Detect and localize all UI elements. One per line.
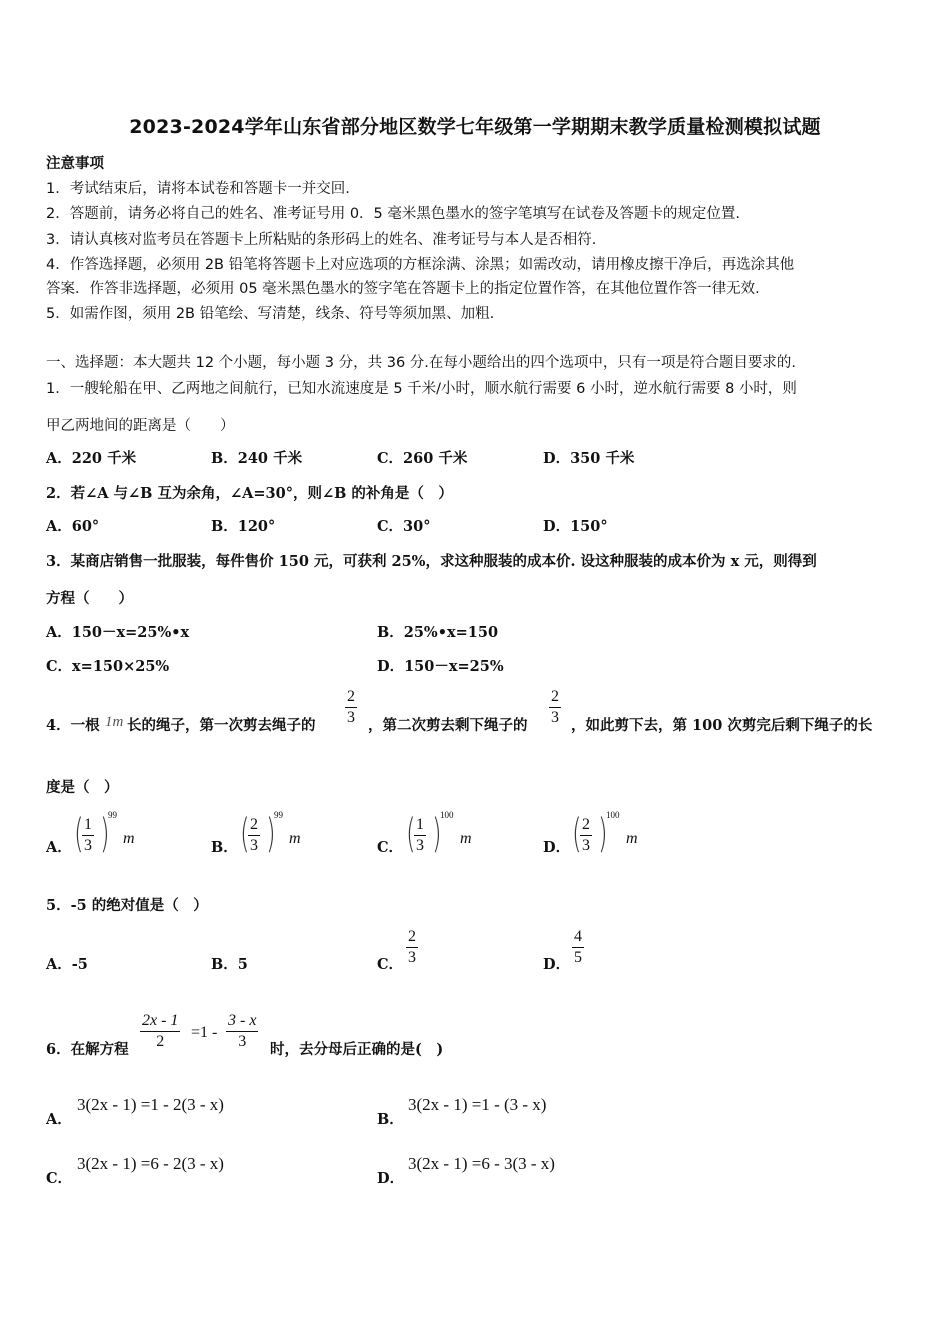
fraction-bar	[226, 1031, 258, 1032]
question-3-stem: 3．某商店销售一批服装，每件售价 150 元，可获利 25%，求这种服装的成本价. 设这种服装的成本价为 x 元，则得到	[46, 553, 817, 570]
q6-option-b-expression: 3(2x - 1) =1 - (3 - x)	[408, 1095, 547, 1114]
denominator: 3	[84, 837, 92, 854]
right-paren: )	[598, 811, 608, 857]
right-paren: )	[432, 811, 442, 857]
denominator: 2	[156, 1033, 165, 1050]
q3-option-a[interactable]: A．150－x=25%•x	[46, 624, 190, 641]
question-4-stem-cont: 度是（ ）	[46, 779, 119, 796]
numerator: 2	[250, 816, 258, 833]
note-item: 4．作答选择题，必须用 2B 铅笔将答题卡上对应选项的方框涂满、涂黑；如需改动，请用橡皮擦干净后，再选涂其他	[46, 257, 795, 273]
question-4-stem-start: 4．一根	[46, 717, 100, 734]
denominator: 3	[250, 837, 258, 854]
q5-option-b[interactable]: B．5	[211, 956, 248, 973]
q6-equation-left-fraction	[140, 1012, 180, 1051]
question-4-stem-end: ，如此剪下去，第 100 次剪完后剩下绳子的长	[571, 717, 873, 734]
q6-option-c-expression: 3(2x - 1) =6 - 2(3 - x)	[77, 1154, 224, 1173]
q3-option-d[interactable]: D．150－x=25%	[377, 658, 504, 675]
question-4-stem-mid: 长的绳子，第一次剪去绳子的	[127, 717, 316, 734]
q1-option-b[interactable]: B．240 千米	[211, 450, 303, 467]
q5-option-d-label: D．	[543, 956, 571, 973]
q6-option-d-label: D．	[377, 1170, 405, 1187]
q6-equation-middle: =1 -	[191, 1024, 218, 1041]
note-item: 答案．作答非选择题，必须用 05 毫米黑色墨水的签字笔在答题卡上的指定位置作答，在其他位置作答一律无效.	[46, 281, 760, 297]
q4-fraction-1	[345, 688, 357, 727]
denominator: 3	[408, 949, 416, 966]
q4-option-d-label: D．	[543, 839, 571, 856]
q3-option-b[interactable]: B．25%•x=150	[377, 624, 499, 641]
note-item: 5．如需作图，须用 2B 铅笔绘、写清楚，线条、符号等须加黑、加粗.	[46, 306, 495, 322]
q2-option-a[interactable]: A．60°	[46, 518, 100, 535]
q6-option-d-expression: 3(2x - 1) =6 - 3(3 - x)	[408, 1154, 555, 1173]
q1-option-c[interactable]: C．260 千米	[377, 450, 468, 467]
q4-c-fraction	[414, 816, 426, 855]
numerator: 4	[574, 928, 582, 945]
denominator: 3	[416, 837, 424, 854]
fraction-bar	[549, 707, 561, 708]
left-paren: (	[240, 811, 250, 857]
fraction-bar	[580, 835, 592, 836]
right-paren: )	[100, 811, 110, 857]
question-4-stem-mid2: ，第二次剪去剩下绳子的	[368, 717, 528, 734]
q4-d-fraction	[580, 816, 592, 855]
note-item: 1．考试结束后，请将本试卷和答题卡一并交回.	[46, 181, 350, 197]
note-item: 2．答题前，请务必将自己的姓名、准考证号用 0．5 毫米黑色墨水的签字笔填写在试卷及答题卡的规定位置.	[46, 206, 740, 222]
q4-b-fraction	[248, 816, 260, 855]
q4-option-b-label: B．	[211, 839, 238, 856]
q5-option-c-label: C．	[377, 956, 404, 973]
q4-fraction-2-denominator: 3	[551, 709, 559, 726]
page-title: 2023-2024学年山东省部分地区数学七年级第一学期期末教学质量检测模拟试题	[129, 116, 821, 138]
notes-heading: 注意事项	[46, 155, 104, 172]
numerator: 2	[582, 816, 590, 833]
exponent: 99	[274, 810, 283, 820]
q4-fraction-2-numerator: 2	[551, 688, 559, 705]
q1-option-d[interactable]: D．350 千米	[543, 450, 635, 467]
q5-d-fraction	[572, 928, 584, 967]
numerator: 2	[408, 928, 416, 945]
numerator: 2x - 1	[142, 1012, 179, 1029]
q2-option-c[interactable]: C．30°	[377, 518, 431, 535]
right-paren: )	[266, 811, 276, 857]
q2-option-d[interactable]: D．150°	[543, 518, 608, 535]
q6-option-c-label: C．	[46, 1170, 73, 1187]
q1-option-a[interactable]: A．220 千米	[46, 450, 137, 467]
question-5-stem: 5．-5 的绝对值是（ ）	[46, 897, 208, 914]
left-paren: (	[74, 811, 84, 857]
fraction-bar	[406, 947, 418, 948]
q4-option-c-label: C．	[377, 839, 404, 856]
q6-option-a-label: A．	[46, 1111, 72, 1128]
q5-c-fraction	[406, 928, 418, 967]
fraction-bar	[248, 835, 260, 836]
left-paren: (	[572, 811, 582, 857]
q6-equation-right-fraction	[226, 1012, 258, 1051]
q6-option-a-expression: 3(2x - 1) =1 - 2(3 - x)	[77, 1095, 224, 1114]
denominator: 3	[582, 837, 590, 854]
q6-option-b-label: B．	[377, 1111, 404, 1128]
question-1-stem-cont: 甲乙两地间的距离是（ ）	[46, 418, 235, 434]
question-1-stem: 1．一艘轮船在甲、乙两地之间航行，已知水流速度是 5 千米/小时，顺水航行需要 6 小时，逆水航行需要 8 小时，则	[46, 381, 797, 397]
fraction-bar	[82, 835, 94, 836]
question-2-stem: 2．若∠A 与∠B 互为余角，∠A=30°，则∠B 的补角是（ ）	[46, 485, 453, 502]
unit: m	[626, 830, 638, 847]
denominator: 5	[574, 949, 582, 966]
q3-option-c[interactable]: C．x=150×25%	[46, 658, 170, 675]
denominator: 3	[238, 1033, 247, 1050]
numerator: 1	[84, 816, 92, 833]
q4-fraction-1-denominator: 3	[347, 709, 355, 726]
question-3-stem-cont: 方程（ ）	[46, 590, 133, 607]
q4-a-fraction	[82, 816, 94, 855]
exponent: 100	[440, 810, 454, 820]
exponent: 100	[606, 810, 620, 820]
fraction-bar	[414, 835, 426, 836]
q4-fraction-2	[549, 688, 561, 727]
fraction-bar	[572, 947, 584, 948]
unit: m	[289, 830, 301, 847]
numerator: 1	[416, 816, 424, 833]
left-paren: (	[406, 811, 416, 857]
fraction-bar	[345, 707, 357, 708]
unit: m	[460, 830, 472, 847]
question-6-stem-start: 6．在解方程	[46, 1041, 129, 1058]
q4-option-a-label: A．	[46, 839, 72, 856]
unit: m	[123, 830, 135, 847]
fraction-bar	[140, 1031, 180, 1032]
q4-unit: 1m	[105, 714, 124, 730]
exponent: 99	[108, 810, 117, 820]
q4-fraction-1-numerator: 2	[347, 688, 355, 705]
question-6-stem-end: 时，去分母后正确的是( )	[270, 1041, 444, 1058]
note-item: 3．请认真核对监考员在答题卡上所粘贴的条形码上的姓名、准考证号与本人是否相符.	[46, 232, 597, 248]
section-heading: 一、选择题：本大题共 12 个小题，每小题 3 分，共 36 分.在每小题给出的四个选项中，只有一项是符合题目要求的.	[46, 355, 796, 371]
numerator: 3 - x	[228, 1012, 257, 1029]
q5-option-a[interactable]: A．-5	[46, 956, 88, 973]
q2-option-b[interactable]: B．120°	[211, 518, 276, 535]
